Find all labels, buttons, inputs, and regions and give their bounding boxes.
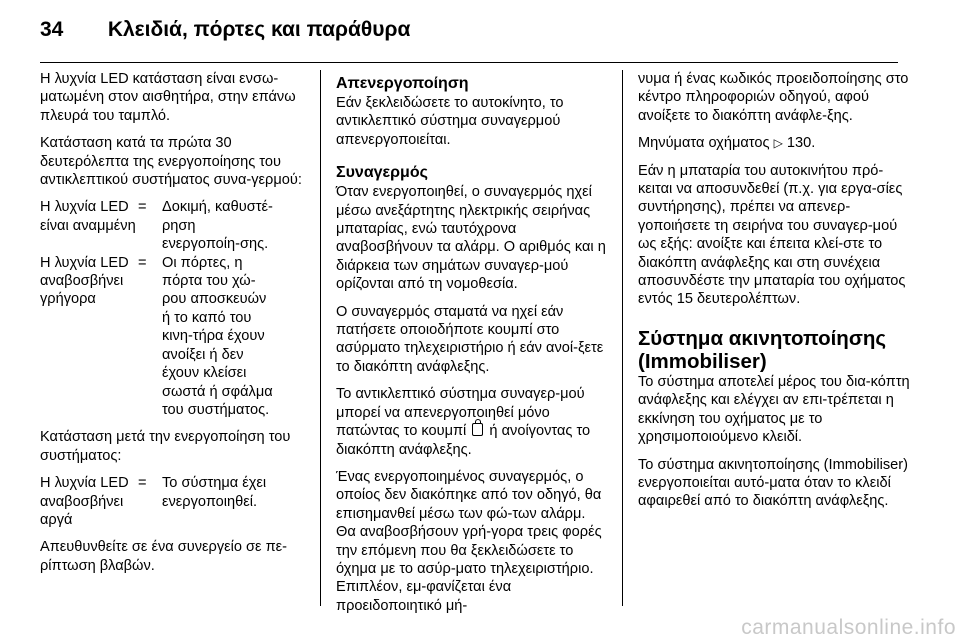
status-key: Η λυχνία LED αναβοσβήνει αργά	[40, 475, 129, 528]
section-heading-deactivation: Απενεργοποίηση	[336, 75, 469, 92]
paragraph: Κατάσταση κατά τα πρώτα 30 δευτερόλεπτα της ενεργοποίησης του αντικλεπτικού συστήματος συνα-γερμού:	[40, 135, 302, 189]
paragraph: Το σύστημα αποτελεί μέρος του δια-κόπτη ανάφλεξης και ελέγχει αν επι-τρέπεται η εκκίνηση του οχήματος με το χρησιμοποιούμενο κλειδί.	[638, 373, 910, 446]
equals-sign: =	[138, 254, 147, 271]
column-2	[336, 74, 608, 624]
status-table-row	[40, 198, 306, 253]
paragraph: Κατάσταση μετά την ενεργοποίηση του συστήματος:	[40, 429, 291, 464]
page-reference-icon: ▷	[773, 136, 783, 151]
column-divider-2	[622, 70, 623, 606]
column-divider-1	[320, 70, 321, 606]
paragraph: Ο συναγερμός σταματά να ηχεί εάν πατήσετε οποιοδήποτε κουμπί στο ασύρματο τηλεχειριστήριο ή εάν ανοί-ξετε το διακόπτη ανάφλεξης.	[336, 303, 604, 375]
status-value: Οι πόρτες, η πόρτα του χώ-ρου αποσκευών ή το καπό του κινη-τήρα έχουν ανοίξει ή δεν έχουν κλείσει σωστά ή σφάλμα του συστήματος.	[162, 254, 273, 418]
paragraph: Η λυχνία LED κατάσταση είναι ενσω-ματωμένη στον αισθητήρα, στην επάνω πλευρά του ταμπλό.	[40, 71, 296, 124]
paragraph: Εάν η μπαταρία του αυτοκινήτου πρό-κειται να αποσυνδεθεί (π.χ. για εργα-σίες συντήρησης), πρέπει να απενερ-γοποιήσετε τη σειρήνα του συναγερ-μού ως εξής: ανοίξτε και έπειτα κλεί-στε το διακόπτη ανάφλεξης και στη συνέχεια αποσυνδέστε την μπαταρία του οχήματος εντός 15 δευτερολέπτων.	[638, 162, 906, 308]
column-1	[40, 70, 306, 584]
paragraph: Ένας ενεργοποιημένος συναγερμός, ο οποίος δεν διακόπηκε από τον οδηγό, θα επισημανθεί μέσω των φώ-των αλάρμ. Θα αναβοσβήσουν γρή-γορα τρεις φορές την επόμενη που θα ξεκλειδώσετε το όχημα με το ασύρ-ματο τηλεχειριστήριο. Επιπλέον, εμ-φανίζεται ένα προειδοποιητικό μή-	[336, 468, 602, 614]
paragraph: νυμα ή ένας κωδικός προειδοποίησης στο κέντρο πληροφοριών οδηγού, αφού ανοίξετε το διακόπτη ανάφλε-ξης.	[638, 71, 909, 124]
chapter-title: Κλειδιά, πόρτες και παράθυρα	[107, 18, 411, 41]
paragraph: Εάν ξεκλειδώσετε το αυτοκίνητο, το αντικλεπτικό σύστημα συναγερμού απενεργοποιείται.	[336, 95, 564, 148]
section-heading-immobiliser: Σύστημα ακινητοποίησης (Immobiliser)	[638, 326, 887, 373]
paragraph: Απευθυνθείτε σε ένα συνεργείο σε πε-ρίπτωση βλαβών.	[40, 539, 288, 574]
status-key: Η λυχνία LED είναι αναμμένη	[40, 199, 136, 234]
text-run: Μηνύματα οχήματος	[638, 135, 770, 152]
text-run: 130.	[786, 135, 816, 152]
column-3	[638, 70, 910, 520]
watermark: carmanualsonline.info	[741, 616, 956, 639]
header-rule	[40, 62, 898, 63]
unlock-icon	[472, 423, 483, 436]
paragraph: Το σύστημα ακινητοποίησης (Immobiliser) ενεργοποιείται αυτό-ματα όταν το κλειδί αφαιρεθεί από το διακόπτη ανάφλεξης.	[638, 456, 908, 510]
status-table-row	[40, 474, 306, 529]
equals-sign: =	[138, 475, 147, 492]
status-table-row	[40, 254, 306, 420]
page-header	[40, 18, 410, 48]
page-number: 34	[40, 18, 64, 41]
paragraph	[638, 134, 910, 152]
section-heading-alarm: Συναγερμός	[336, 164, 428, 182]
equals-sign: =	[138, 199, 147, 216]
status-key: Η λυχνία LED αναβοσβήνει γρήγορα	[40, 254, 129, 308]
paragraph	[336, 385, 608, 459]
text-run: Το αντικλεπτικό σύστημα συναγερ-μού μπορεί να απενεργοποιηθεί μόνο πατώντας το κουμπί	[336, 386, 585, 440]
status-value: Δοκιμή, καθυστέ-ρηση ενεργοποίη-σης.	[162, 199, 273, 253]
paragraph: Όταν ενεργοποιηθεί, ο συναγερμός ηχεί μέσω ανεξάρτητης ηλεκτρικής σειρήνας μπαταρίας, ενώ ταυτόχρονα αναβοσβήνουν τα αλάρμ. Ο αριθμός και η διάρκεια των σημάτων συναγερ-μού ορίζονται από τη νομοθεσία.	[336, 184, 606, 293]
status-value: Το σύστημα έχει ενεργοποιηθεί.	[162, 475, 267, 510]
text-run: ή ανοίγοντας το διακόπτη ανάφλεξης.	[336, 423, 591, 458]
